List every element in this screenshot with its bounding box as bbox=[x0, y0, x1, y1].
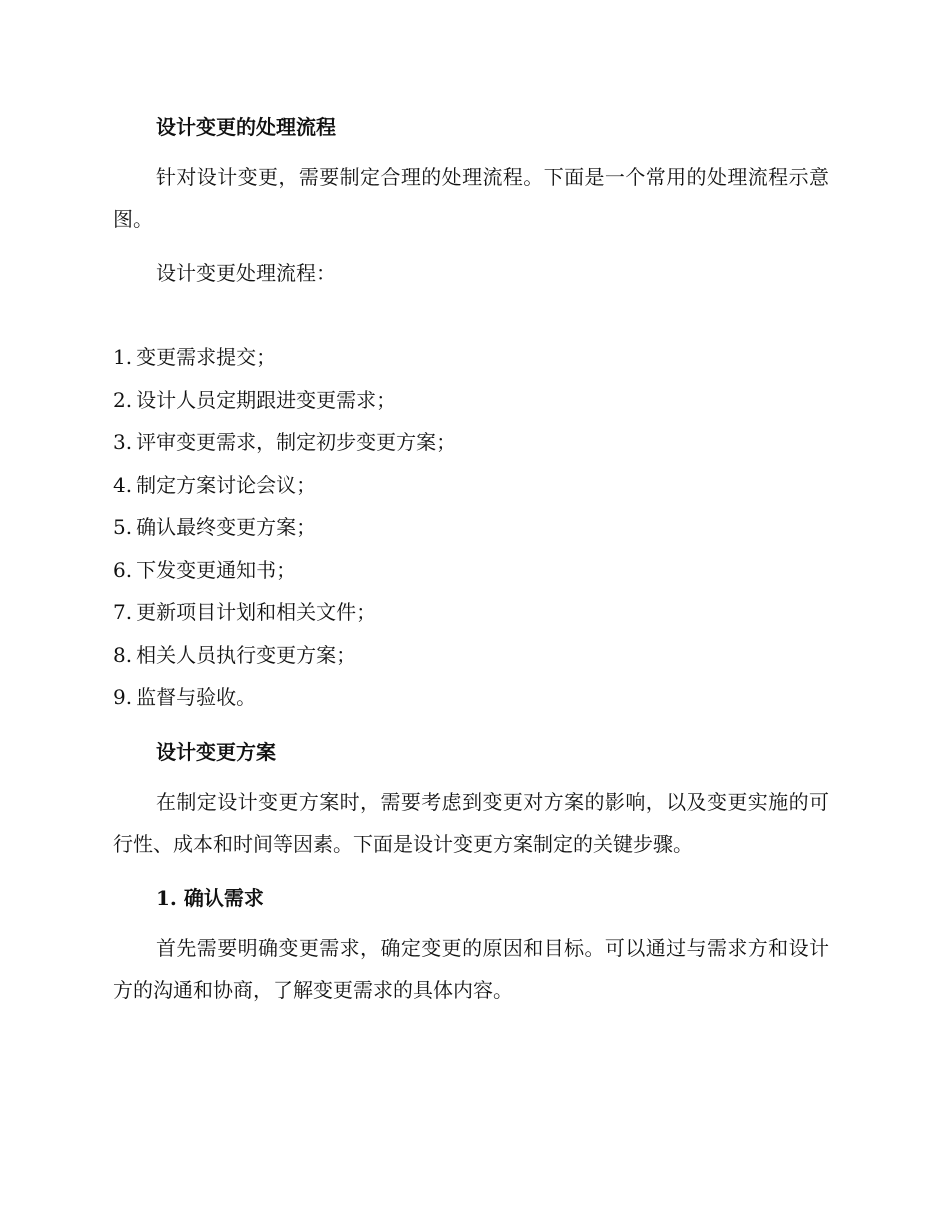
confirm-requirements-heading: 1. 确认需求 bbox=[156, 885, 264, 910]
step-text: 相关人员执行变更方案； bbox=[136, 642, 357, 667]
plan-heading: 设计变更方案 bbox=[156, 739, 276, 764]
process-label: 设计变更处理流程： bbox=[156, 261, 336, 285]
step-text: 制定方案讨论会议； bbox=[136, 472, 317, 497]
list-item bbox=[113, 464, 829, 507]
step-number: 7. bbox=[113, 600, 133, 624]
step-text: 下发变更通知书； bbox=[136, 557, 297, 582]
step-text: 设计人员定期跟进变更需求； bbox=[136, 387, 397, 412]
process-steps-list bbox=[113, 336, 829, 719]
list-item bbox=[113, 379, 829, 422]
step-number: 8. bbox=[113, 642, 133, 667]
step-number: 9. bbox=[113, 685, 133, 709]
step-number: 5. bbox=[113, 515, 133, 539]
step-text: 确认最终变更方案； bbox=[136, 515, 317, 539]
step-number: 2. bbox=[113, 387, 133, 412]
step-text: 监督与验收。 bbox=[136, 685, 257, 709]
process-intro-paragraph: 针对设计变更，需要制定合理的处理流程。下面是一个常用的处理流程示意图。 bbox=[113, 165, 829, 231]
plan-intro-paragraph: 在制定设计变更方案时，需要考虑到变更对方案的影响，以及变更实施的可行性、成本和时间等因素。下面是设计变更方案制定的关键步骤。 bbox=[113, 789, 829, 856]
list-item bbox=[113, 591, 829, 634]
list-item bbox=[113, 506, 829, 549]
step-text: 变更需求提交； bbox=[136, 345, 277, 369]
list-item bbox=[113, 676, 829, 719]
confirm-requirements-paragraph: 首先需要明确变更需求，确定变更的原因和目标。可以通过与需求方和设计方的沟通和协商，了解变更需求的具体内容。 bbox=[113, 935, 829, 1002]
step-text: 评审变更需求，制定初步变更方案； bbox=[136, 430, 457, 454]
list-item bbox=[113, 634, 829, 677]
list-item bbox=[113, 336, 829, 379]
step-number: 1. bbox=[113, 345, 133, 369]
step-number: 4. bbox=[113, 472, 133, 497]
list-item bbox=[113, 421, 829, 464]
list-item bbox=[113, 549, 829, 592]
step-text: 更新项目计划和相关文件； bbox=[136, 600, 377, 624]
step-number: 6. bbox=[113, 557, 133, 582]
process-heading: 设计变更的处理流程 bbox=[156, 115, 336, 139]
step-number: 3. bbox=[113, 430, 133, 454]
document-page bbox=[113, 100, 829, 1023]
